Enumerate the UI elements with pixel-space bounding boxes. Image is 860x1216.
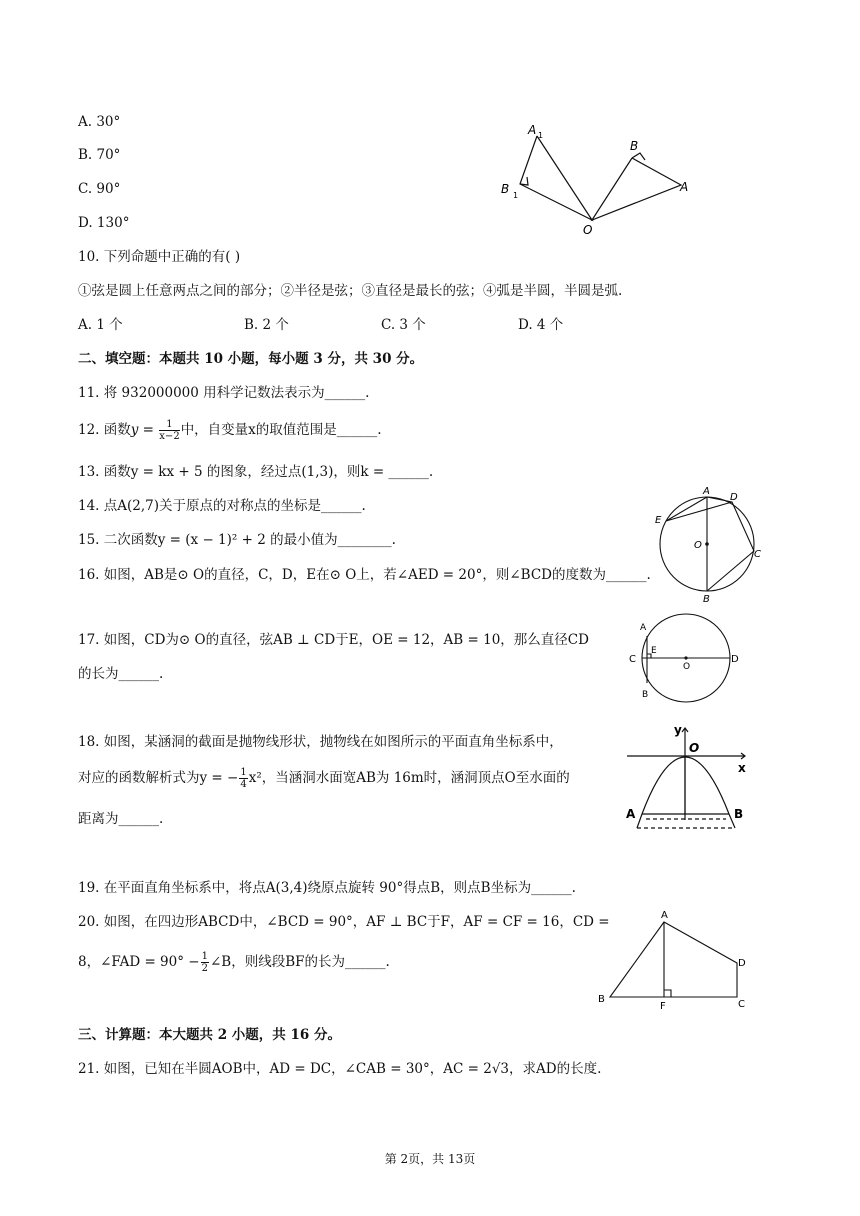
q12-fraction [159,419,179,442]
q18-fraction [239,767,247,790]
label-a: A [661,910,668,921]
q12-post: 中，自变量x的取值范围是______. [180,422,382,438]
label-c: C [738,999,745,1010]
q19: 19. 在平面直角坐标系中，将点A(3,4)绕原点旋转 90°得点B，则点B坐标为______. [78,880,576,896]
q17-figure [624,612,754,704]
label-o: O [694,540,702,551]
section3-heading: 三、计算题：本大题共 2 小题，共 16 分。 [78,1027,341,1043]
label-x: x [738,761,746,775]
q13: 13. 函数y = kx + 5 的图象，经过点(1,3)，则k = ______. [78,464,434,480]
label-a: A [680,180,689,194]
q20-figure [594,906,764,1014]
q20-pre: 8，∠FAD = 90° − [78,954,200,970]
label-f: F [660,1001,666,1012]
q9-option-a: A. 30° [78,114,121,130]
q17-line2: 的长为______. [78,666,164,682]
q17-line1: 17. 如图，CD为⊙ O的直径，弦AB ⊥ CD于E，OE = 12，AB = 10，那么直径CD [78,632,589,648]
q18-pre: 对应的函数解析式为y = − [78,770,239,786]
q12-pre: 12. 函数 [78,422,131,438]
q18-line1: 18. 如图，某涵洞的截面是抛物线形状，抛物线在如图所示的平面直角坐标系中， [78,734,563,750]
label-b: B [598,994,605,1005]
label-a: A [640,623,647,633]
label-o: O [689,741,700,755]
q18-line2 [78,767,570,790]
q10-option-b: B. 2 个 [244,317,289,333]
label-a: A [703,486,710,497]
q16: 16. 如图，AB是⊙ O的直径，C，D，E在⊙ O上，若∠AED = 20°，则∠BCD的度数为______. [78,567,651,583]
label-b1-sub: 1 [513,191,519,200]
label-d: D [730,492,738,503]
q10-option-d: D. 4 个 [518,317,564,333]
label-a1-sub: 1 [538,131,544,140]
label-b1: B [501,182,510,196]
label-o: O [583,223,593,237]
label-a1: A [528,123,537,137]
q18-den: 4 [240,779,247,790]
q9-figure [495,118,705,238]
q18-figure [622,720,757,832]
label-e: E [655,515,662,526]
label-y: y [674,723,682,737]
label-e: E [651,646,657,656]
q20-line2 [78,951,390,974]
q20-fraction [201,951,209,974]
label-b: B [642,690,649,700]
label-b: B [703,594,710,604]
q10-option-a: A. 1 个 [78,317,123,333]
q12-den: x−2 [159,431,180,442]
label-c: C [629,654,636,665]
q12-fx: y = [130,422,159,438]
q16-figure [650,484,770,604]
q12 [78,419,382,442]
label-d: D [731,654,739,665]
q21: 21. 如图，已知在半圆AOB中，AD = DC，∠CAB = 30°，AC = 2√3，求AD的长度. [78,1061,602,1077]
q20-den: 2 [201,963,208,974]
label-o: O [683,662,691,672]
q18-post: x²，当涵洞水面宽AB为 16m时，涵洞顶点O至水面的 [248,770,570,786]
label-b: B [734,807,744,821]
q11: 11. 将 932000000 用科学记数法表示为______. [78,385,370,401]
q20-line1: 20. 如图，在四边形ABCD中，∠BCD = 90°，AF ⊥ BC于F，AF = CF = 16，CD = [78,914,610,930]
q18-num: 1 [240,767,247,778]
q18-line3: 距离为______. [78,811,164,827]
label-a: A [626,807,636,821]
q9-option-d: D. 130° [78,215,130,231]
q10-option-c: C. 3 个 [381,317,426,333]
section2-heading: 二、填空题：本题共 10 小题，每小题 3 分，共 30 分。 [78,351,424,367]
q9-option-b: B. 70° [78,147,121,163]
q15: 15. 二次函数y = (x − 1)² + 2 的最小值为________. [78,532,396,548]
label-b: B [630,139,639,153]
q20-num: 1 [201,951,208,962]
q20-post: ∠B，则线段BF的长为______. [209,954,390,970]
q10-statements: ①弦是圆上任意两点之间的部分；②半径是弦；③直径是最长的弦；④弧是半圆，半圆是弧. [78,283,623,299]
q10-stem: 10. 下列命题中正确的有( ) [78,249,241,265]
page-footer: 第 2页，共 13页 [384,1152,476,1166]
label-c: C [754,549,761,560]
label-d: D [738,958,746,969]
q14: 14. 点A(2,7)关于原点的对称点的坐标是______. [78,498,366,514]
q9-option-c: C. 90° [78,181,121,197]
q12-num: 1 [159,419,179,431]
